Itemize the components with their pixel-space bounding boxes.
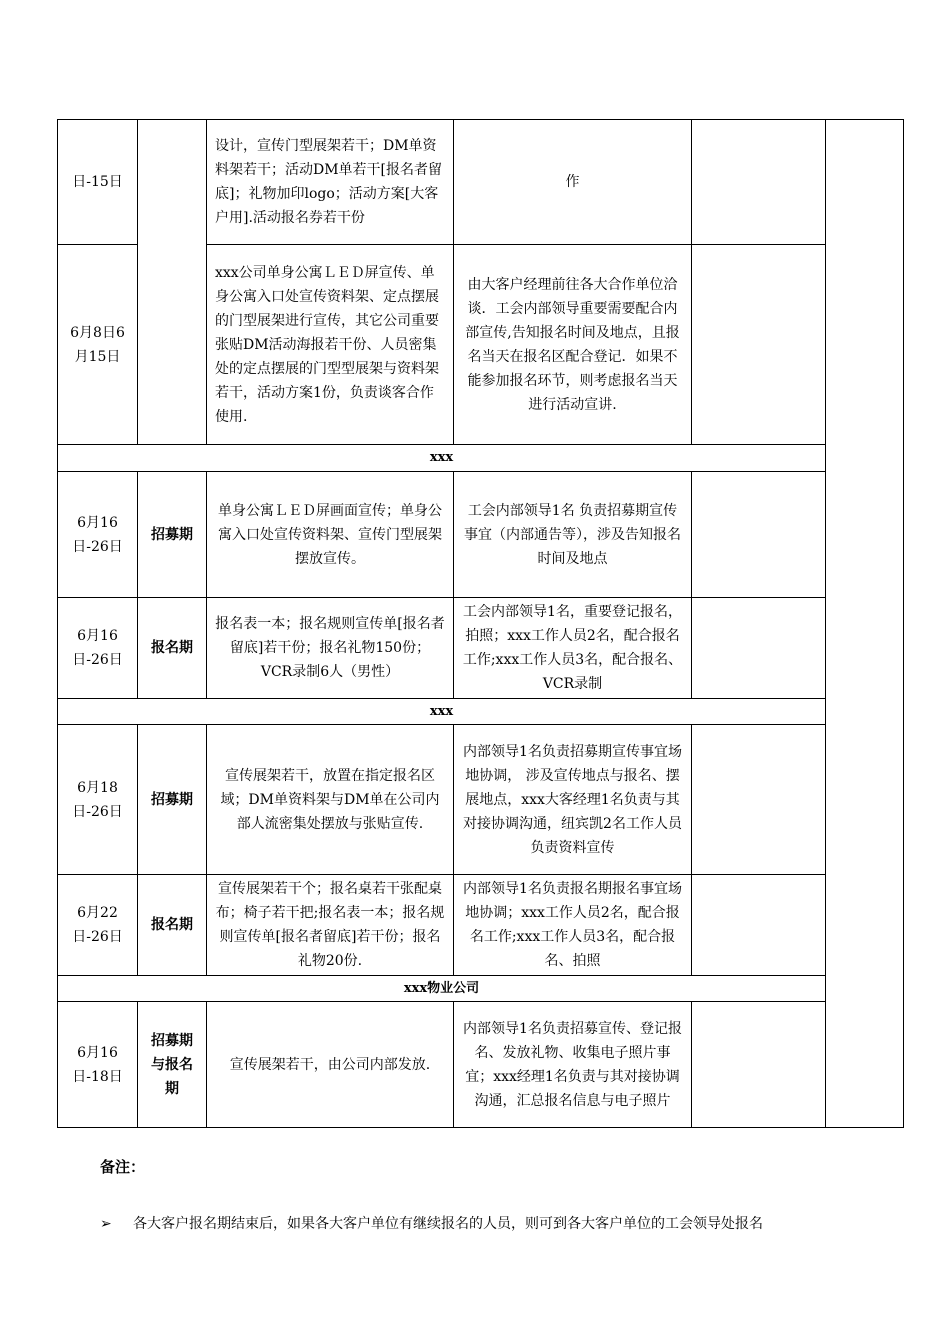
table-row [58, 725, 904, 875]
materials-cell: 单身公寓ＬＥＤ屏画面宣传；单身公寓入口处宣传资料架、宣传门型展架摆放宣传。 [207, 472, 454, 598]
stage-cell: 报名期 [138, 598, 207, 699]
empty-cell [692, 875, 826, 976]
materials-cell: 宣传展架若干个；报名桌若干张配桌布；椅子若干把;报名表一本；报名规则宣传单[报名者留底]若干份；报名礼物20份. [207, 875, 454, 976]
section-row [58, 976, 904, 1002]
date-cell: 6月16日-26日 [58, 472, 138, 598]
materials-cell: 宣传展架若干，放置在指定报名区域；DM单资料架与DM单在公司内部人流密集处摆放与张贴宣传. [207, 725, 454, 875]
arrow-bullet-icon: ➢ [100, 1216, 112, 1232]
stage-cell: 招募期 [138, 472, 207, 598]
staffing-cell: 由大客户经理前往各大合作单位洽谈．工会内部领导重要需要配合内部宣传,告知报名时间及地点，且报名当天在报名区配合登记．如果不能参加报名环节，则考虑报名当天进行活动宣讲. [454, 245, 692, 445]
date-cell: 6月16日-18日 [58, 1002, 138, 1128]
materials-cell: 设计，宣传门型展架若干；DM单资料架若干；活动DM单若干[报名者留底]；礼物加印logo；活动方案[大客户用].活动报名券若干份 [207, 120, 454, 245]
empty-cell [692, 245, 826, 445]
staffing-cell: 内部领导1名负责报名期报名事宜场地协调；xxx工作人员2名，配合报名工作;xxx工作人员3名，配合报名、拍照 [454, 875, 692, 976]
date-cell: 6月22日-26日 [58, 875, 138, 976]
table-row [58, 1002, 904, 1128]
table-row [58, 472, 904, 598]
section-row [58, 699, 904, 725]
empty-cell [692, 725, 826, 875]
notes-title: 备注： [100, 1158, 146, 1176]
note-item [100, 1213, 763, 1233]
staffing-cell: 工会内部领导1名 负责招募期宣传事宜（内部通告等），涉及告知报名时间及地点 [454, 472, 692, 598]
empty-cell [692, 120, 826, 245]
schedule-table [57, 119, 904, 1128]
stage-cell [138, 120, 207, 445]
staffing-cell: 内部领导1名负责招募期宣传事宜场地协调， 涉及宣传地点与报名、摆展地点，xxx大客经理1名负责与其对接协调沟通，纽宾凯2名工作人员负责资料宣传 [454, 725, 692, 875]
date-cell: 6月8日6月15日 [58, 245, 138, 445]
section-header: xxx物业公司 [58, 976, 826, 1002]
empty-cell [692, 1002, 826, 1128]
stage-cell: 报名期 [138, 875, 207, 976]
stage-cell: 招募期与报名期 [138, 1002, 207, 1128]
staffing-cell: 工会内部领导1名，重要登记报名，拍照；xxx工作人员2名，配合报名工作;xxx工作人员3名，配合报名、VCR录制 [454, 598, 692, 699]
materials-cell: 报名表一本；报名规则宣传单[报名者留底]若干份；报名礼物150份；VCR录制6人（男性） [207, 598, 454, 699]
table-row [58, 120, 904, 245]
stage-cell: 招募期 [138, 725, 207, 875]
empty-cell [692, 598, 826, 699]
date-cell: 日-15日 [58, 120, 138, 245]
materials-cell: 宣传展架若干，由公司内部发放. [207, 1002, 454, 1128]
table-row [58, 875, 904, 976]
empty-cell [692, 472, 826, 598]
table-row [58, 598, 904, 699]
date-cell: 6月18日-26日 [58, 725, 138, 875]
materials-cell: xxx公司单身公寓ＬＥＤ屏宣传、单身公寓入口处宣传资料架、定点摆展的门型展架进行宣传，其它公司重要张贴DM活动海报若干份、人员密集处的定点摆展的门型型展架与资料架若干，活动方案1份，负责谈客合作使用. [207, 245, 454, 445]
staffing-cell: 内部领导1名负责招募宣传、登记报名、发放礼物、收集电子照片事宜；xxx经理1名负责与其对接协调沟通，汇总报名信息与电子照片 [454, 1002, 692, 1128]
date-cell: 6月16日-26日 [58, 598, 138, 699]
outer-column-cell [826, 120, 904, 1128]
note-text: 各大客户报名期结束后，如果各大客户单位有继续报名的人员，则可到各大客户单位的工会领导处报名 [133, 1216, 763, 1232]
staffing-cell: 作 [454, 120, 692, 245]
section-row [58, 445, 904, 472]
section-header: xxx [58, 699, 826, 725]
section-header: xxx [58, 445, 826, 472]
